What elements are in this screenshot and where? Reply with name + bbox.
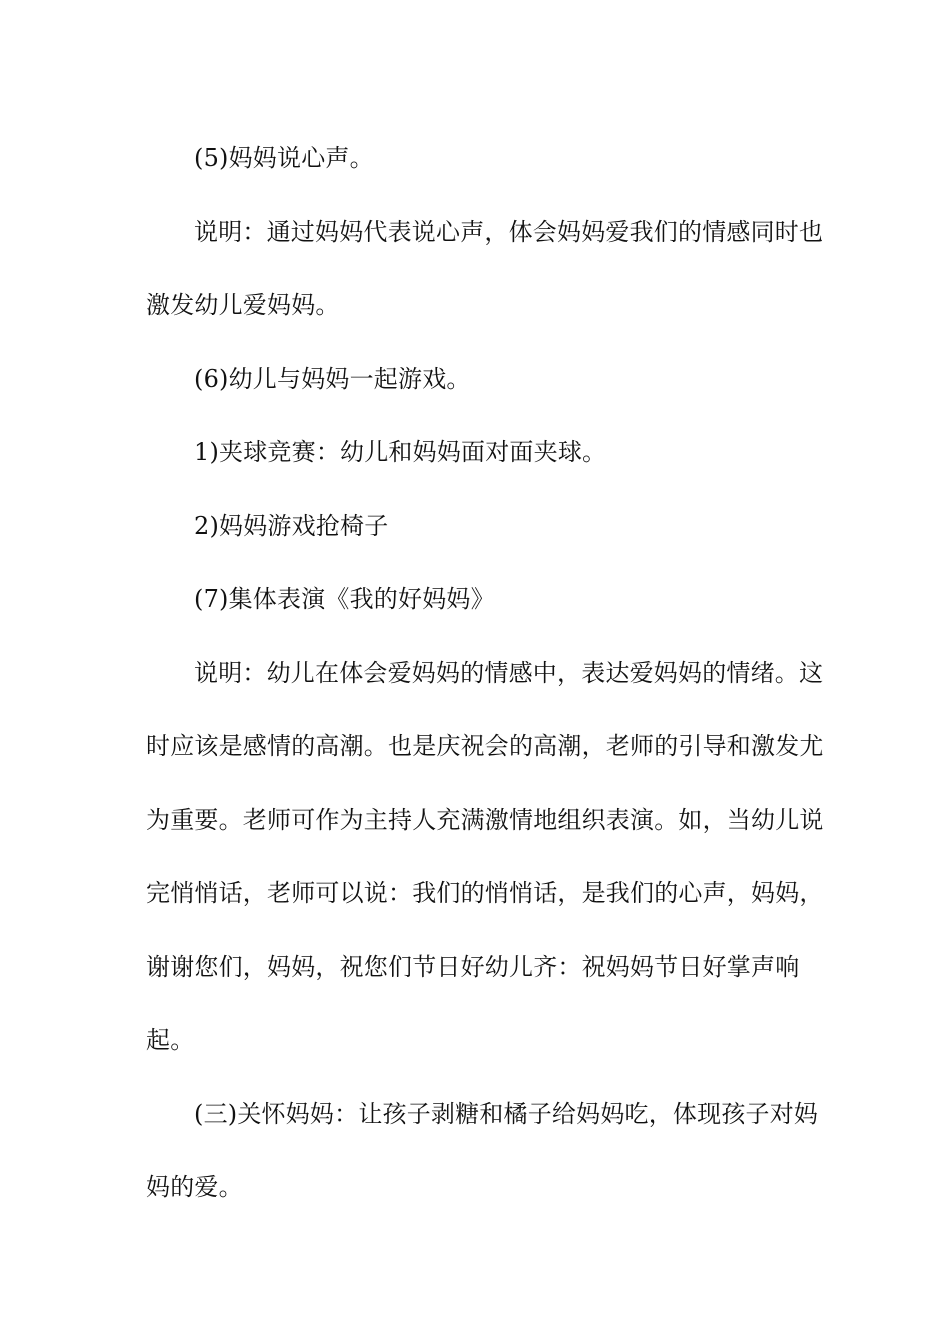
- paragraph-mom-speaks: (5)妈妈说心声。: [194, 144, 374, 172]
- document-body: [146, 122, 836, 1225]
- paragraph-chair-game: 2)妈妈游戏抢椅子: [194, 511, 389, 540]
- paragraph-mom-speaks-explanation: 说明：通过妈妈代表说心声，体会妈妈爱我们的情感同时也激发幼儿爱妈妈。: [146, 217, 824, 319]
- paragraph-care-for-mom: (三)关怀妈妈：让孩子剥糖和橘子给妈妈吃，体现孩子对妈妈的爱。: [146, 1099, 819, 1201]
- paragraph-group-performance: (7)集体表演《我的好妈妈》: [194, 585, 495, 613]
- paragraph-games-heading: (6)幼儿与妈妈一起游戏。: [194, 364, 471, 393]
- paragraph-performance-explanation: 说明：幼儿在体会爱妈妈的情感中，表达爱妈妈的情绪。这时应该是感情的高潮。也是庆祝会的高潮，老师的引导和激发尤为重要。老师可作为主持人充满激情地组织表演。如，当幼儿说完悄悄话，老师可以说：我们的悄悄话，是我们的心声，妈妈，谢谢您们，妈妈，祝您们节日好幼儿齐：祝妈妈节日好掌声响起。: [146, 658, 824, 1054]
- paragraph-ball-game: 1)夹球竞赛：幼儿和妈妈面对面夹球。: [194, 438, 607, 466]
